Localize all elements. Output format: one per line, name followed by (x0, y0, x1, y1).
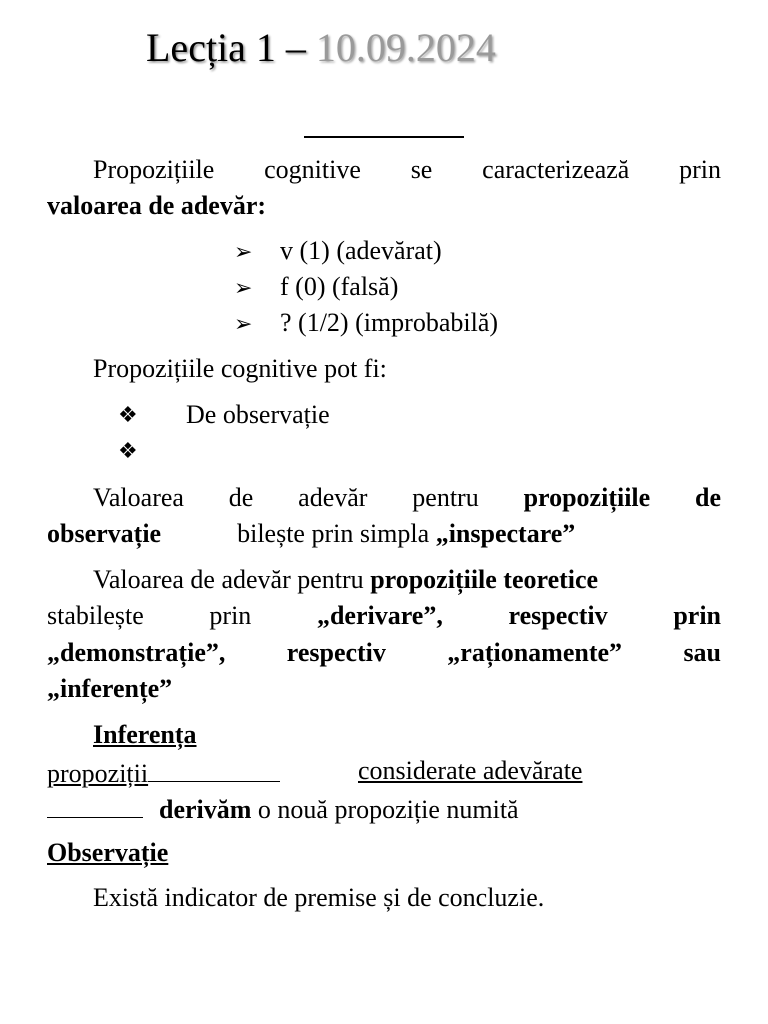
list-item: ➢ f (0) (falsă) (234, 271, 398, 304)
title-lesson: Lecția 1 (146, 25, 276, 70)
title-dash: – (275, 25, 316, 70)
para4-line1: Valoarea de adevăr pentru propozițiile teoretice (93, 565, 599, 594)
arrow-bullet-icon: ➢ (234, 311, 253, 336)
diamond-bullet-icon: ❖ (118, 438, 138, 463)
para4-line4: „inferențe” (47, 674, 173, 703)
para3-line1: Valoarea de adevăr pentru propozițiile de (93, 483, 722, 512)
inference-line2: propoziții (47, 755, 280, 790)
list-item: ➢ ? (1/2) (improbabilă) (234, 307, 498, 340)
blank-underline (148, 755, 280, 782)
para4-line2: stabilește prin „derivare”, respectiv prin (47, 601, 721, 630)
blank-underline (47, 791, 143, 818)
para2: Propozițiile cognitive pot fi: (93, 354, 387, 383)
inference-line2-right: considerate adevărate (358, 756, 583, 785)
para1-line1: Propozițiile cognitive se caracterizează prin (93, 155, 722, 184)
list-item: De observație (186, 400, 330, 429)
para3-line2: observație bilește prin simpla „inspectare” (47, 519, 576, 548)
inference-line3: derivăm o nouă propoziție numită (47, 791, 519, 826)
arrow-bullet-icon: ➢ (234, 275, 253, 300)
observation-text: Există indicator de premise și de concluzie. (93, 883, 545, 912)
para4-line3: „demonstrație”, respectiv „raționamente” sau (47, 638, 722, 667)
list-item: ➢ v (1) (adevărat) (234, 235, 442, 268)
inference-heading: Inferența (93, 720, 197, 749)
para1-line2: valoarea de adevăr: (47, 191, 267, 220)
observation-heading: Observație (47, 838, 169, 867)
blank-underline (304, 136, 464, 138)
arrow-bullet-icon: ➢ (234, 239, 253, 264)
page-title (146, 20, 496, 76)
diamond-bullet-icon: ❖ (118, 402, 138, 427)
title-date: 10.09.2024 (315, 25, 496, 70)
